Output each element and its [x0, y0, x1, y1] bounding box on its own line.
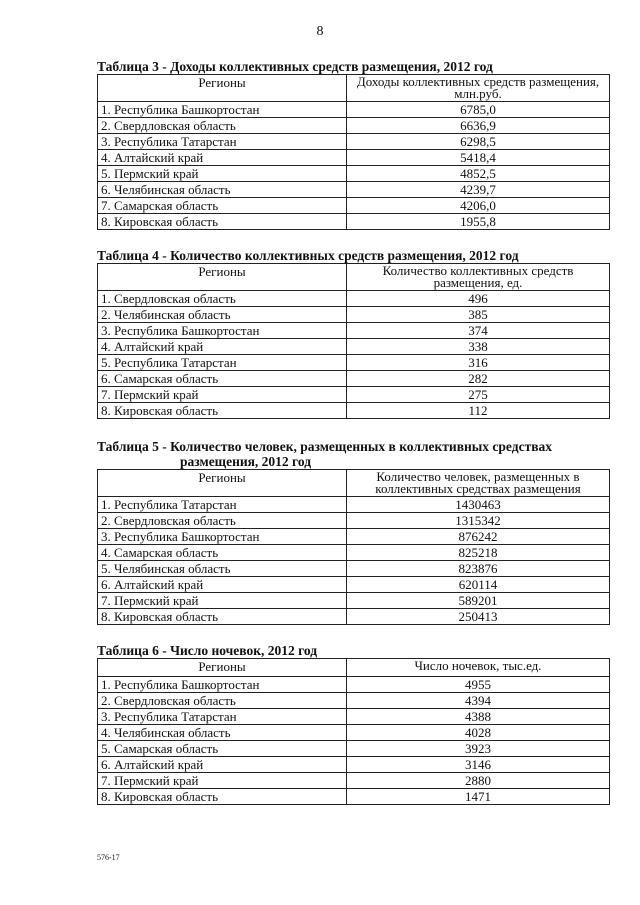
table-row: [98, 709, 610, 725]
table-row: [98, 134, 610, 150]
column-header-value: Число ночевок, тыс.ед.: [347, 659, 610, 677]
table-header-row: [98, 470, 610, 497]
value-cell: 825218: [347, 545, 610, 561]
value-cell: 589201: [347, 593, 610, 609]
table-3-title-text: Таблица 3 - Доходы коллективных средств размещения, 2012 год: [97, 59, 493, 74]
table-row: [98, 182, 610, 198]
region-cell: 1. Республика Башкортостан: [98, 102, 347, 118]
table-row: [98, 741, 610, 757]
table-row: [98, 403, 610, 419]
value-cell: 374: [347, 323, 610, 339]
value-cell: 4852,5: [347, 166, 610, 182]
table-row: [98, 677, 610, 693]
region-cell: 3. Республика Татарстан: [98, 134, 347, 150]
table-row: [98, 725, 610, 741]
table-row: [98, 497, 610, 513]
table-5-title-continuation: размещения, 2012 год: [180, 454, 312, 469]
region-cell: 4. Самарская область: [98, 545, 347, 561]
region-cell: 6. Челябинская область: [98, 182, 347, 198]
page-number: 8: [316, 24, 324, 39]
region-cell: 5. Пермский край: [98, 166, 347, 182]
region-cell: 8. Кировская область: [98, 609, 347, 625]
value-cell: 4028: [347, 725, 610, 741]
table-row: [98, 593, 610, 609]
region-cell: 1. Республика Башкортостан: [98, 677, 347, 693]
value-cell: 385: [347, 307, 610, 323]
table-header-row: [98, 659, 610, 677]
table-row: [98, 545, 610, 561]
region-cell: 5. Челябинская область: [98, 561, 347, 577]
table-3: [97, 74, 610, 230]
value-cell: 496: [347, 291, 610, 307]
table-row: [98, 371, 610, 387]
value-cell: 1315342: [347, 513, 610, 529]
table-row: [98, 561, 610, 577]
table-3-block: [97, 59, 609, 230]
table-5-title-text: Таблица 5 - Количество человек, размещенных в коллективных средствах: [97, 439, 552, 454]
value-cell: 112: [347, 403, 610, 419]
value-cell: 275: [347, 387, 610, 403]
region-cell: 4. Челябинская область: [98, 725, 347, 741]
table-header-row: [98, 75, 610, 102]
table-row: [98, 577, 610, 593]
column-header-value: Количество коллективных средств размещения, ед.: [347, 264, 610, 291]
table-3-title: [97, 59, 609, 74]
table-row: [98, 757, 610, 773]
table-5-block: [97, 439, 609, 625]
value-cell: 282: [347, 371, 610, 387]
value-cell: 3146: [347, 757, 610, 773]
value-cell: 6785,0: [347, 102, 610, 118]
table-5: [97, 469, 610, 625]
table-row: [98, 789, 610, 805]
value-cell: 5418,4: [347, 150, 610, 166]
table-6: [97, 658, 610, 805]
value-cell: 4388: [347, 709, 610, 725]
table-row: [98, 291, 610, 307]
column-header-region: Регионы: [98, 470, 347, 497]
region-cell: 1. Республика Татарстан: [98, 497, 347, 513]
region-cell: 7. Самарская область: [98, 198, 347, 214]
region-cell: 7. Пермский край: [98, 593, 347, 609]
table-row: [98, 355, 610, 371]
value-cell: 4206,0: [347, 198, 610, 214]
value-cell: 4394: [347, 693, 610, 709]
region-cell: 4. Алтайский край: [98, 150, 347, 166]
region-cell: 2. Свердловская область: [98, 693, 347, 709]
column-header-region: Регионы: [98, 264, 347, 291]
value-cell: 316: [347, 355, 610, 371]
table-header-row: [98, 264, 610, 291]
table-4: [97, 263, 610, 419]
table-4-title: [97, 248, 609, 263]
region-cell: 8. Кировская область: [98, 403, 347, 419]
value-cell: 6298,5: [347, 134, 610, 150]
value-cell: 1430463: [347, 497, 610, 513]
region-cell: 3. Республика Татарстан: [98, 709, 347, 725]
region-cell: 1. Свердловская область: [98, 291, 347, 307]
region-cell: 5. Самарская область: [98, 741, 347, 757]
table-row: [98, 513, 610, 529]
region-cell: 7. Пермский край: [98, 387, 347, 403]
table-row: [98, 773, 610, 789]
value-cell: 1471: [347, 789, 610, 805]
region-cell: 8. Кировская область: [98, 214, 347, 230]
table-6-block: [97, 643, 609, 805]
table-6-title: [97, 643, 609, 658]
region-cell: 7. Пермский край: [98, 773, 347, 789]
region-cell: 6. Самарская область: [98, 371, 347, 387]
table-row: [98, 323, 610, 339]
table-4-title-text: Таблица 4 - Количество коллективных средств размещения, 2012 год: [97, 248, 519, 263]
table-row: [98, 102, 610, 118]
value-cell: 2880: [347, 773, 610, 789]
column-header-region: Регионы: [98, 75, 347, 102]
region-cell: 2. Свердловская область: [98, 513, 347, 529]
region-cell: 3. Республика Башкортостан: [98, 529, 347, 545]
table-5-title: [97, 439, 609, 469]
region-cell: 6. Алтайский край: [98, 577, 347, 593]
table-row: [98, 198, 610, 214]
table-row: [98, 307, 610, 323]
table-row: [98, 166, 610, 182]
value-cell: 250413: [347, 609, 610, 625]
value-cell: 6636,9: [347, 118, 610, 134]
column-header-value: Количество человек, размещенных в коллективных средствах размещения: [347, 470, 610, 497]
column-header-region: Регионы: [98, 659, 347, 677]
value-cell: 4239,7: [347, 182, 610, 198]
table-row: [98, 609, 610, 625]
value-cell: 876242: [347, 529, 610, 545]
table-row: [98, 693, 610, 709]
value-cell: 823876: [347, 561, 610, 577]
table-row: [98, 214, 610, 230]
region-cell: 5. Республика Татарстан: [98, 355, 347, 371]
table-4-block: [97, 248, 609, 419]
value-cell: 338: [347, 339, 610, 355]
table-row: [98, 150, 610, 166]
region-cell: 8. Кировская область: [98, 789, 347, 805]
region-cell: 3. Республика Башкортостан: [98, 323, 347, 339]
region-cell: 6. Алтайский край: [98, 757, 347, 773]
table-row: [98, 387, 610, 403]
table-row: [98, 529, 610, 545]
table-row: [98, 118, 610, 134]
table-6-title-text: Таблица 6 - Число ночевок, 2012 год: [97, 643, 318, 658]
value-cell: 4955: [347, 677, 610, 693]
value-cell: 620114: [347, 577, 610, 593]
column-header-value: Доходы коллективных средств размещения, млн.руб.: [347, 75, 610, 102]
value-cell: 3923: [347, 741, 610, 757]
table-row: [98, 339, 610, 355]
region-cell: 2. Челябинская область: [98, 307, 347, 323]
footer-document-code: 576-17: [97, 853, 120, 862]
region-cell: 2. Свердловская область: [98, 118, 347, 134]
value-cell: 1955,8: [347, 214, 610, 230]
region-cell: 4. Алтайский край: [98, 339, 347, 355]
